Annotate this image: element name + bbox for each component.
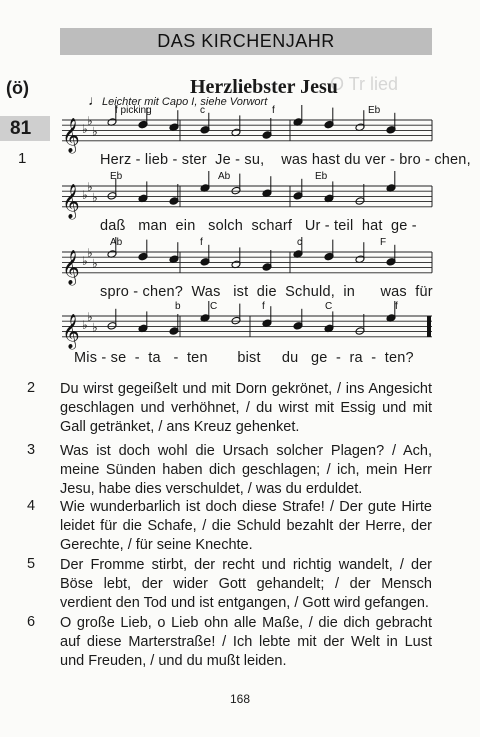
final-barline xyxy=(427,316,431,337)
verse-number: 4 xyxy=(27,498,36,514)
flat-icon: ♭ xyxy=(92,320,98,335)
song-title: Herzliebster Jesu xyxy=(190,76,338,98)
verse-number: 3 xyxy=(27,442,36,458)
lyrics-line-4: Mis - se - ta - ten bist du ge - ra - ten? xyxy=(74,350,414,366)
chord-label: C xyxy=(210,301,218,312)
flat-icon: ♭ xyxy=(82,317,88,332)
bleed-through-text: O Tr lied xyxy=(330,74,399,94)
chord-label: f xyxy=(262,301,265,312)
verse-text: Was ist doch wohl die Ursach solcher Plagen? / Ach, meine Sünden haben dich geschlagen; / ich, mein Herr Jesu, habe dies verschuldet, / was du erduldet. xyxy=(60,443,432,497)
flat-icon: ♭ xyxy=(82,253,88,268)
flat-icon: ♭ xyxy=(92,256,98,271)
flat-icon: ♭ xyxy=(87,114,93,128)
chord-label: b xyxy=(175,301,181,312)
stanza-number: 1 xyxy=(18,150,27,167)
chord-label: C xyxy=(325,301,333,312)
section-title: DAS KIRCHENJAHR xyxy=(157,31,335,51)
flat-icon: ♭ xyxy=(82,121,88,136)
flat-icon: ♭ xyxy=(82,187,88,202)
flat-icon: ♭ xyxy=(92,190,98,205)
verse-text: Du wirst gegeißelt und mit Dorn gekrönet, / ins Angesicht geschlagen und verhöhnet, / du wirst mit Essig und mit Gall getränket, / ans Kreuz gehenket. xyxy=(60,381,432,435)
flat-icon: ♭ xyxy=(92,124,98,139)
verse-text: O große Lieb, o Lieb ohn alle Maße, / die dich gebracht auf diese Marterstraße! / Ich lebte mit der Welt in Lust und Freuden, / und du mußt leiden. xyxy=(60,615,432,669)
section-marker: (ö) xyxy=(6,78,29,98)
flat-icon: ♭ xyxy=(87,180,93,194)
lyrics-line-1: Herz - lieb - ster Je - su, was hast du ver - bro - chen, xyxy=(100,152,471,168)
verse-number: 5 xyxy=(27,556,36,572)
flat-icon: ♭ xyxy=(87,310,93,324)
chord-label: Eb xyxy=(315,171,328,182)
treble-clef-icon: 𝄞 xyxy=(62,183,80,219)
chord-label: f xyxy=(200,237,203,248)
verse-text: Der Fromme stirbt, der recht und richtig wandelt, / der Böse lebt, der wider Gott gehandelt; / der Mensch verdient den Tod und ist entgangen, / Gott wird gefangen. xyxy=(60,557,432,611)
chord-label: F xyxy=(380,237,387,248)
chord-label: Eb xyxy=(110,171,123,182)
verse-number: 2 xyxy=(27,380,36,396)
chord-label: f picking xyxy=(115,105,152,116)
chord-label: f xyxy=(272,105,275,116)
chord-label: Ab xyxy=(218,171,231,182)
chord-label: c xyxy=(297,237,302,248)
chord-label: Ab xyxy=(110,237,123,248)
tempo-note-icon: ♩ xyxy=(88,92,102,108)
verse-number: 6 xyxy=(27,614,36,630)
chord-label: f xyxy=(395,301,398,312)
song-number: 81 xyxy=(10,118,32,139)
chord-label: Eb xyxy=(368,105,381,116)
verse-text: Wie wunderbarlich ist doch diese Strafe! / Der gute Hirte leidet für die Schafe, / die Schuld bezahlt der Herre, der Gerechte, / für seine Knechte. xyxy=(60,499,432,553)
tempo-marking: Leichter mit Capo I, siehe Vorwort xyxy=(102,96,268,108)
flat-icon: ♭ xyxy=(87,246,93,260)
treble-clef-icon: 𝄞 xyxy=(62,313,80,349)
chord-label: c xyxy=(200,105,205,116)
lyrics-line-3: spro - chen? Was ist die Schuld, in was für xyxy=(100,284,433,300)
page-number: 168 xyxy=(229,692,251,706)
treble-clef-icon: 𝄞 xyxy=(62,117,80,153)
treble-clef-icon: 𝄞 xyxy=(62,249,80,285)
lyrics-line-2: daß man ein solch scharf Ur - teil hat ge - xyxy=(100,218,417,234)
